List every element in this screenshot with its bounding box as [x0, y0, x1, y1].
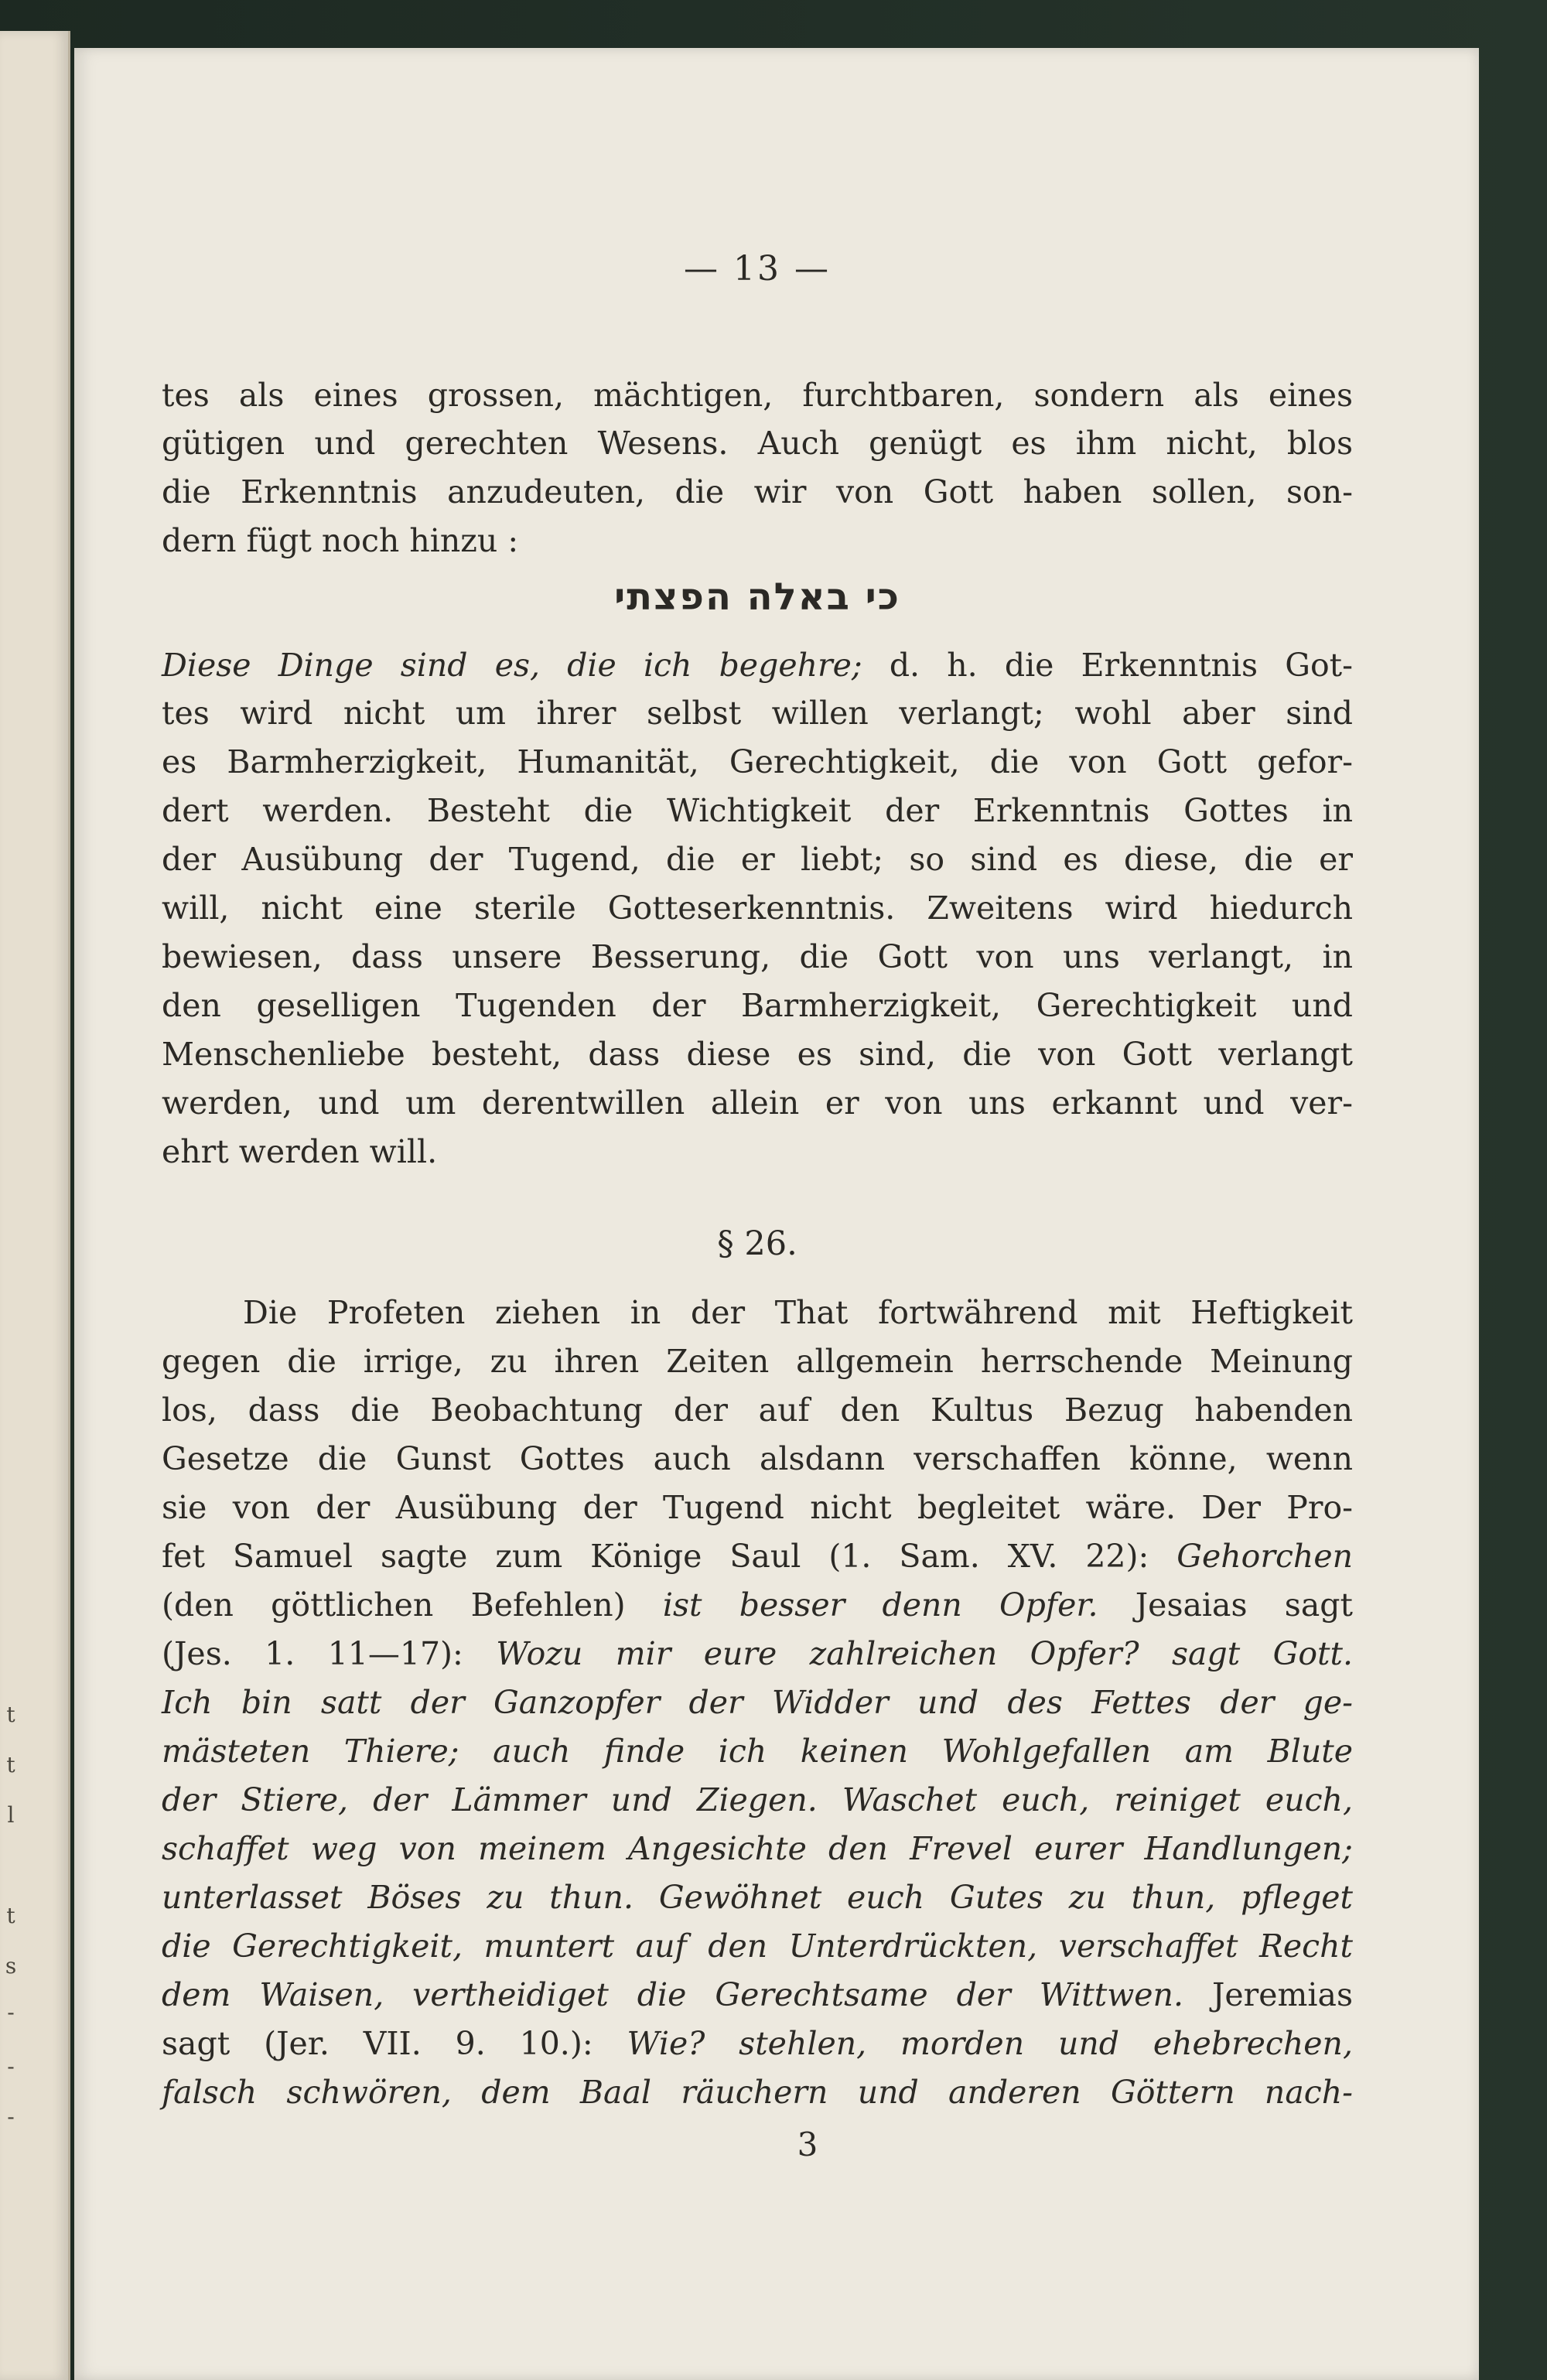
text-line: dem Waisen, vertheidiget die Gerechtsame der Wittwen. Jeremias: [162, 1976, 1353, 2013]
margin-mark: -: [7, 2054, 15, 2079]
text-line: sie von der Ausübung der Tugend nicht begleitet wäre. Der Pro-: [162, 1489, 1353, 1526]
text-line: Gesetze die Gunst Gottes auch alsdann verschaffen könne, wenn: [162, 1440, 1353, 1477]
text-line: den geselligen Tugenden der Barmherzigkeit, Gerechtigkeit und: [162, 987, 1353, 1024]
text-line: gegen die irrige, zu ihren Zeiten allgemein herrschende Meinung: [162, 1343, 1353, 1380]
text-line: los, dass die Beobachtung der auf den Kultus Bezug habenden: [162, 1391, 1353, 1429]
text-line: die Erkenntnis anzudeuten, die wir von Gott haben sollen, son-: [162, 473, 1353, 510]
text-line: (Jes. 1. 11—17): Wozu mir eure zahlreichen Opfer? sagt Gott.: [162, 1635, 1354, 1672]
margin-mark: s: [5, 1953, 17, 1979]
text-line: will, nicht eine sterile Gotteserkenntnis. Zweitens wird hiedurch: [162, 890, 1353, 927]
text-line: mästeten Thiere; auch finde ich keinen Wohlgefallen am Blute: [162, 1733, 1353, 1770]
text-line: bewiesen, dass unsere Besserung, die Gott von uns verlangt, in: [162, 938, 1353, 975]
text-line: (den göttlichen Befehlen) ist besser denn Opfer. Jesaias sagt: [162, 1586, 1353, 1624]
margin-mark: t: [6, 1752, 15, 1777]
text-line: fet Samuel sagte zum Könige Saul (1. Sam. XV. 22): Gehorchen: [162, 1538, 1353, 1575]
text-line: gütigen und gerechten Wesens. Auch genügt es ihm nicht, blos: [162, 425, 1353, 462]
text-line: Menschenliebe besteht, dass diese es sind, die von Gott verlangt: [162, 1036, 1353, 1073]
text-line: unterlasset Böses zu thun. Gewöhnet euch Gutes zu thun, pfleget: [162, 1879, 1353, 1916]
text-line: der Ausübung der Tugend, die er liebt; so sind es diese, die er: [162, 841, 1353, 878]
text-line: dert werden. Besteht die Wichtigkeit der Erkenntnis Gottes in: [162, 792, 1353, 829]
signature-mark: 3: [797, 2126, 818, 2163]
margin-mark: t: [6, 1903, 15, 1928]
text-line: Die Profeten ziehen in der That fortwährend mit Heftigkeit: [243, 1294, 1353, 1331]
text-line: der Stiere, der Lämmer und Ziegen. Waschet euch, reiniget euch,: [162, 1781, 1353, 1818]
text-line: dern fügt noch hinzu :: [162, 522, 519, 559]
text-line: ehrt werden will.: [162, 1133, 438, 1170]
text-line: es Barmherzigkeit, Humanität, Gerechtigkeit, die von Gott gefor-: [162, 743, 1353, 780]
margin-mark: -: [7, 2104, 15, 2129]
page-number: — 13 —: [684, 249, 831, 289]
text-line: tes wird nicht um ihrer selbst willen verlangt; wohl aber sind: [162, 695, 1353, 732]
text-line: sagt (Jer. VII. 9. 10.): Wie? stehlen, morden und ehebrechen,: [162, 2025, 1353, 2062]
margin-mark: t: [6, 1702, 15, 1727]
previous-page-edge: [0, 31, 70, 2380]
text-line: werden, und um derentwillen allein er von uns erkannt und ver-: [162, 1084, 1353, 1122]
book-page: [74, 48, 1479, 2380]
text-line: die Gerechtigkeit, muntert auf den Unterdrückten, verschaffet Recht: [162, 1928, 1353, 1965]
margin-mark: l: [7, 1802, 15, 1828]
text-line: Ich bin satt der Ganzopfer der Widder und des Fettes der ge-: [162, 1684, 1353, 1721]
margin-mark: -: [7, 1999, 15, 2025]
section-heading: § 26.: [717, 1224, 797, 1263]
text-line: schaffet weg von meinem Angesichte den Frevel eurer Handlungen;: [162, 1830, 1353, 1867]
text-line: tes als eines grossen, mächtigen, furchtbaren, sondern als eines: [162, 377, 1353, 414]
text-line: Diese Dinge sind es, die ich begehre; d. h. die Erkenntnis Got-: [162, 647, 1353, 684]
hebrew-quote: כי באלה הפצתי: [614, 575, 900, 619]
text-line: falsch schwören, dem Baal räuchern und anderen Göttern nach-: [162, 2074, 1353, 2111]
